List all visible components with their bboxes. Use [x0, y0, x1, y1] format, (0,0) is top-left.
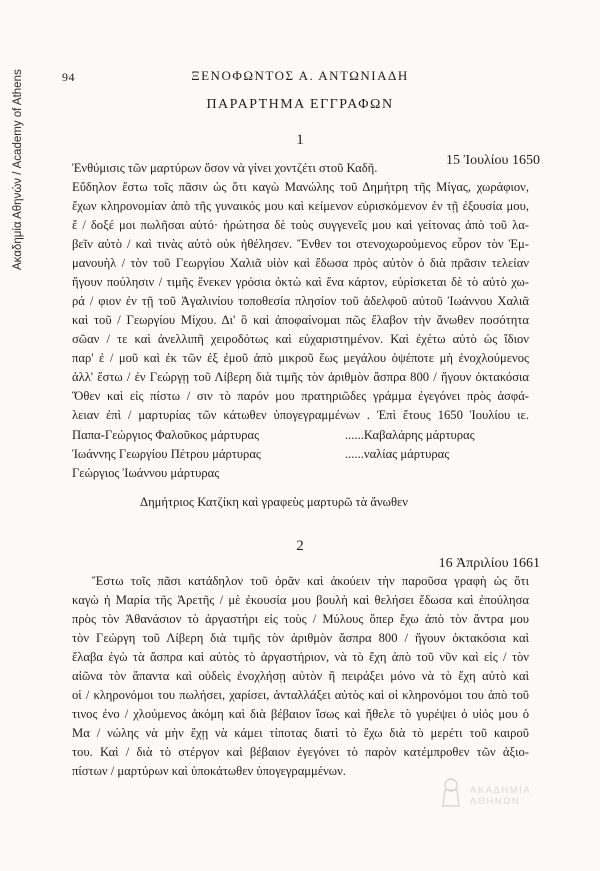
watermark-text: ΑΚΑΔΗΜΙΑ ΑΘΗΝΩΝ [470, 785, 531, 807]
text-line: Ἐνθύμισις τῶν μαρτύρων ὅσον νὰ γίνει χοντζέτι στοῦ Καδῆ. [72, 161, 378, 175]
text-line: Ὅθεν καὶ εἰς πίστω / σιν τὸ παρόν μου πρατηριῶδες γράμμα ἐγεγόνει πρὸς ἀσφά- [72, 389, 529, 403]
witness-signature: Ἰωάννης Γεωργίου Πέτρου μάρτυρας [72, 447, 261, 461]
witness-signature: ......Καβαλάρης μάρτυρας [345, 428, 475, 442]
page-number: 94 [62, 70, 75, 84]
text-line: ἀλλ' ἔστω / ἐν Γεώργῃ τοῦ Λίβερη διὰ τιμῆς τὸν ἀριθμὸν ἄσπρα 800 / ἤγουν ὀκτακόσια [72, 370, 529, 384]
text-line: παρ' ἐ / μοῦ καὶ ἐκ τῶν ἐξ ἐμοῦ ἀπὸ μικροῦ ἕως μεγάλου ὀψέποτε μὴ ἐνοχλούμενος [72, 351, 529, 365]
document-date: 15 Ἰουλίου 1650 [445, 153, 540, 168]
witness-signature: Γεώργιος Ἰωάννου μάρτυρας [72, 466, 220, 480]
text-line: καὶ τοῦ / Γεωργίου Μίχου. Δι' ὃ καὶ ἀποφαίνομαι πῶς ἔλαβον τὴν ἄνωθεν ποσότητα [72, 313, 529, 327]
text-line: μανουὴλ / τὸν τοῦ Γεωργίου Χαλιᾶ υἱὸν καὶ ἔδωσα πρὸς αὐτὸν ὁ διὰ πρᾶσιν τελείαν [72, 256, 529, 270]
text-line: ἔχων κληρονομίαν ἀπὸ τῆς γυναικός μου καὶ κείμενον εὑρισκόμενον ἐν τῇ ἐξουσία μου, [72, 199, 529, 213]
text-line: ἔ / δοξέ μοι πωλῆσαι αὐτό· ἠρώτησα δὲ τοὺς συγγενεῖς μου καὶ γείτονας ἀπὸ τοῦ λα- [72, 218, 529, 232]
text-line: σῶαν / τε καὶ ἀνελλιπῆ χειροδότως καὶ εὐχαριστημένον. Καὶ ἐχέτω αὐτὸ ὡς ἴδιον [72, 332, 529, 346]
running-head: ΞΕΝΟΦΩΝΤΟΣ Α. ΑΝΤΩΝΙΑΔΗ [191, 68, 409, 83]
text-line: αἰῶνα τὸν ἅπαντα καὶ οὐδεὶς ἐνοχλήσῃ αὐτὸν ἢ πειράξει μόνο νὰ τὸ ἔχη αὐτὸ καὶ [72, 669, 529, 683]
academy-watermark [440, 776, 565, 810]
text-line: Εὔδηλον ἔστω τοῖς πᾶσιν ὡς ὅτι καγὼ Μανώλης τοῦ Δημήτρη τῆς Μίγας, χωράφιον, [72, 180, 529, 194]
archive-stamp: Ακαδημία Αθηνών / Academy of Athens [12, 69, 24, 271]
text-line: τινος ἐνο / χλούμενος ἀκόμη καὶ διὰ βέβαιον ἴσως καὶ ἤθελε τὸ γυρέψει ὁ υἱός μου ὁ [72, 707, 529, 721]
witness-signature: Παπα-Γεώργιος Φαλοῦκος μάρτυρας [72, 428, 260, 442]
text-line: πίστων / μαρτύρων καὶ ὑποκάτωθεν ὑπογεγραμμένων. [72, 764, 346, 778]
witness-signature: ......ναλίας μάρτυρας [345, 447, 450, 461]
document-date: 16 Ἀπριλίου 1661 [438, 556, 540, 571]
document-number: 2 [296, 538, 304, 554]
text-line: τὸν Γεώργη τοῦ Λίβερη διὰ τιμῆς τὸν ἀριθμὸν ἄσπρα 800 / ἤγουν ὀκτακόσια καὶ [72, 631, 529, 645]
athena-emblem-icon [440, 776, 462, 808]
text-line: λειαν ἐπὶ / μαρτυρίας τῶν κάτωθεν ὑπογεγραμμένων . Ἐπὶ ἔτους 1650 Ἰουλίου ιε. [72, 408, 529, 422]
text-line: Μα / νώλης νὰ μὴν ἔχῃ νὰ κάμει τίποτας διατὶ τὸ ἔχω διὰ τὸ μερέτι τοῦ καιροῦ [72, 726, 529, 740]
text-line: οἱ / κληρονόμοι του πωλήσει, χαρίσει, ἀνταλλάξει αὐτὸς καὶ οἱ κληρονόμοι του ἀπὸ τοῦ [72, 688, 529, 702]
text-line: καγὼ ἡ Μαρία τῆς Ἀρετῆς / μὲ ἐκουσία μου βουλὴ καὶ θελήσει ἔδωσα καὶ ἐπούλησα [72, 593, 529, 607]
scribe-signature: Δημήτριος Κατζίκη καὶ γραφεὺς μαρτυρῶ τὰ ἄνωθεν [140, 495, 408, 509]
text-line: ἔλαβα ἐγὼ τὰ ἄσπρα καὶ αὐτὸς τὸ ἀργαστήριον, νὰ τὸ ἔχη ἀπὸ τοῦ νῦν καὶ εἰς / τὸν [72, 650, 529, 664]
text-line: βεῖν αὐτὸ / καὶ τινὰς αὐτὸ οὐκ ἠθέλησεν. Ἔνθεν τοι στενοχωρούμενος εὗρον τὸν Ἐμ- [72, 237, 529, 251]
text-line: ρά / φιον ἐν τῇ τοῦ Ἀγαλινίου τοποθεσία πλησίον τοῦ ἀδελφοῦ αὐτοῦ Ἰωάννου Χαλιᾶ [72, 294, 529, 308]
text-line: πρὸς τὸν Ἀθανάσιον τὸ ἀργαστήρι εἰς τοὺς / Μύλους ὅπερ ἔχω ἀπὸ τὸν ἄντρα μου [72, 612, 529, 626]
document-number: 1 [296, 132, 304, 148]
text-line: ἤγουν πούλησιν / τιμῆς ἕνεκεν γρόσια ὀκτὼ καὶ ἕνα κάρτον, εὑρίσκεται δὲ τὸ αὐτὸ χω- [72, 275, 529, 289]
text-line: του. Καὶ / διὰ τὸ στέργον καὶ βέβαιον ἐγεγόνει τὸ παρὸν κατέμπροθεν τῶν ἀξιο- [72, 745, 529, 759]
section-title: ΠΑΡΑΡΤΗΜΑ ΕΓΓΡΑΦΩΝ [206, 97, 394, 112]
text-line: Ἔστω τοῖς πᾶσι κατάδηλον τοῦ ὁρᾶν καὶ ἀκούειν τὴν παροῦσα γραφὴ ὡς ὅτι [92, 574, 529, 588]
